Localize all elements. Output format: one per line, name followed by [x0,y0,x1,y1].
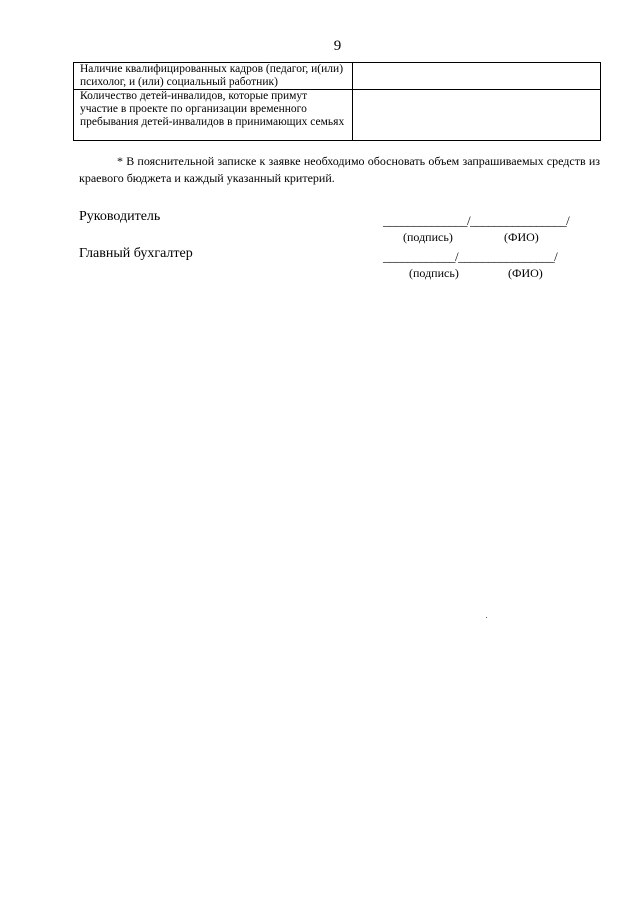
head-name-caption: (ФИО) [504,230,539,244]
criterion-cell: Наличие квалифицированных кадров (педагог, и(или) психолог, и (или) социальный работник) [74,63,353,90]
head-signature-caption: (подпись) [403,230,453,244]
value-cell [353,63,601,90]
accountant-signature-line: ____________/________________/ [383,249,558,264]
accountant-title: Главный бухгалтер [79,246,193,261]
head-title: Руководитель [79,209,161,224]
page-number: 9 [333,38,342,54]
criteria-table [73,62,601,141]
accountant-signature-caption: (подпись) [409,266,459,280]
table-row [74,63,601,90]
criterion-cell: Количество детей-инвалидов, которые примут участие в проекте по организации временного пребывания детей-инвалидов в принимающих семьях [74,90,353,141]
accountant-name-caption: (ФИО) [508,266,543,280]
scan-speck [486,617,487,618]
table-row [74,90,601,141]
head-signature-line: ______________/________________/ [383,213,570,228]
value-cell [353,90,601,141]
footnote: * В пояснительной записке к заявке необходимо обосновать объем запрашиваемых средств из краевого бюджета и каждый указанный критерий. [79,154,600,185]
